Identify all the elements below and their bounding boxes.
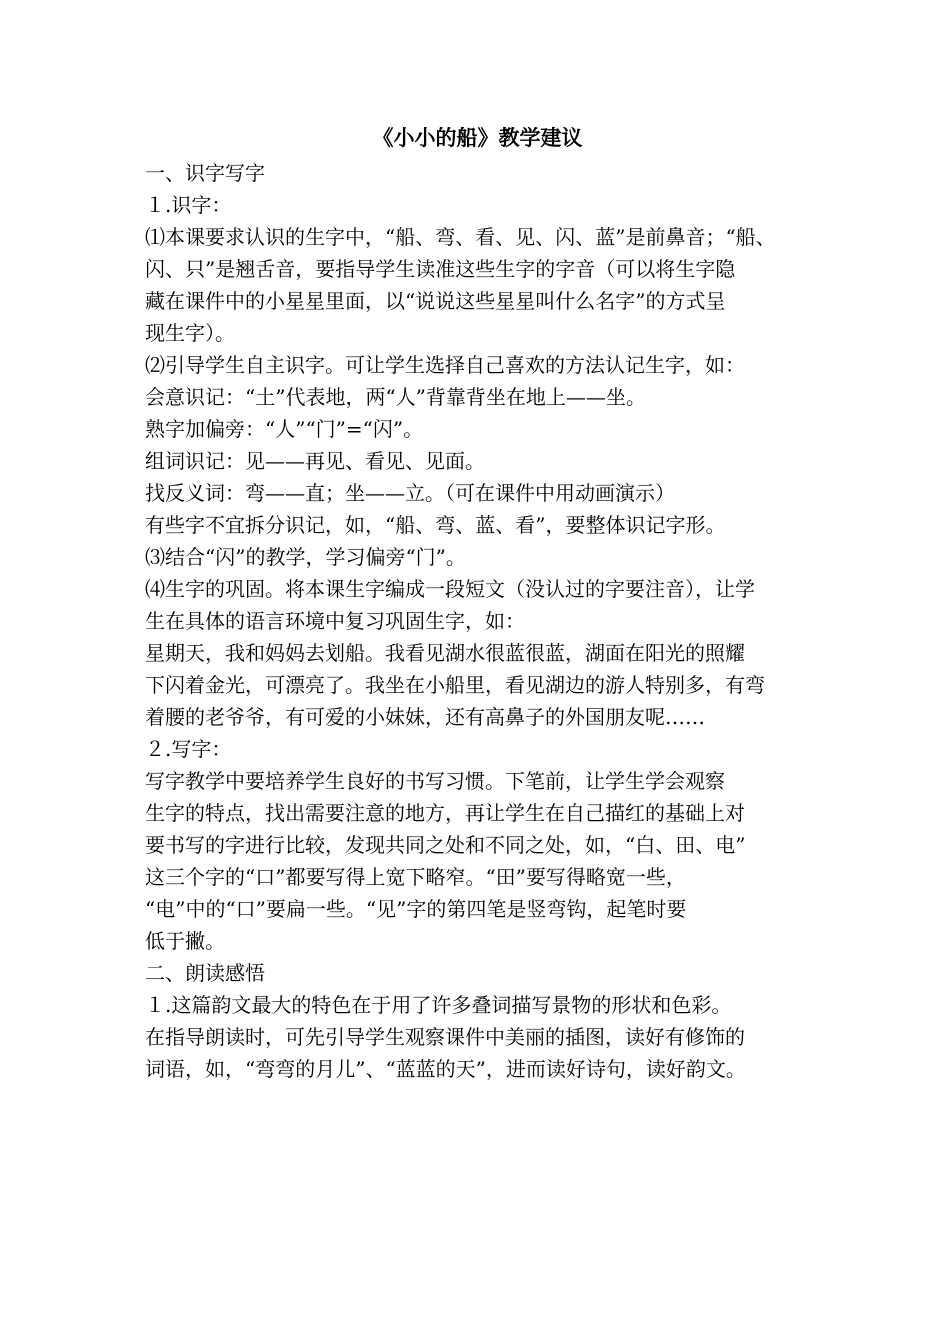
text-line: 一、识字写字 <box>145 161 265 185</box>
text-line: 词语，如，“弯弯的月儿”、“蓝蓝的天”，进而读好诗句，读好韵文。 <box>145 1057 746 1081</box>
text-line: 下闪着金光，可漂亮了。我坐在小船里，看见湖边的游人特别多，有弯 <box>145 673 765 697</box>
text-line: 二、朗读感悟 <box>145 961 265 985</box>
text-line: 着腰的老爷爷，有可爱的小妹妹，还有高鼻子的外国朋友呢…… <box>145 705 705 729</box>
text-line: 现生字）。 <box>145 321 235 345</box>
document-body <box>145 157 810 1085</box>
text-line: 星期天，我和妈妈去划船。我看见湖水很蓝很蓝，湖面在阳光的照耀 <box>145 641 745 665</box>
text-line: 有些字不宜拆分识记，如，“船、弯、蓝、看”，要整体识记字形。 <box>145 513 726 537</box>
text-line: 会意识记：“土”代表地，两“人”背靠背坐在地上——坐。 <box>145 385 646 409</box>
text-line: 熟字加偏旁：“人”“门”=“闪”。 <box>145 417 424 441</box>
text-line: ⑶结合“闪”的教学，学习偏旁“门”。 <box>145 545 466 569</box>
text-line: 生字的特点，找出需要注意的地方，再让学生在自己描红的基础上对 <box>145 801 745 825</box>
text-line: 闪、只”是翘舌音，要指导学生读准这些生字的字音（可以将生字隐 <box>145 257 736 281</box>
text-line: 低于撇。 <box>145 929 225 953</box>
text-line: １.这篇韵文最大的特色在于用了许多叠词描写景物的形状和色彩。 <box>145 993 732 1017</box>
text-line: ⑴本课要求认识的生字中，“船、弯、看、见、闪、蓝”是前鼻音；“船、 <box>145 225 776 249</box>
text-line: ２.写字： <box>145 737 232 761</box>
text-line: １.识字： <box>145 193 232 217</box>
text-line: 藏在课件中的小星星里面，以“说说这些星星叫什么名字”的方式呈 <box>145 289 726 313</box>
text-line: 组词识记：见——再见、看见、见面。 <box>145 449 485 473</box>
text-line: ⑵引导学生自主识字。可让学生选择自己喜欢的方法认记生字，如： <box>145 353 745 377</box>
text-line: 生在具体的语言环境中复习巩固生字，如： <box>145 609 525 633</box>
text-line: ⑷生字的巩固。将本课生字编成一段短文（没认过的字要注音），让学 <box>145 577 755 601</box>
text-line: 在指导朗读时，可先引导学生观察课件中美丽的插图，读好有修饰的 <box>145 1025 745 1049</box>
document-title: 《小小的船》教学建议 <box>372 125 583 150</box>
text-line: “电”中的“口”要扁一些。“见”字的第四笔是竖弯钩，起笔时要 <box>145 897 687 921</box>
text-line: 这三个字的“口”都要写得上宽下略窄。“田”要写得略宽一些， <box>145 865 686 889</box>
text-line: 要书写的字进行比较，发现共同之处和不同之处，如，“白、田、电” <box>145 833 746 857</box>
text-line: 写字教学中要培养学生良好的书写习惯。下笔前，让学生学会观察 <box>145 769 725 793</box>
text-line: 找反义词：弯——直；坐——立。（可在课件中用动画演示） <box>145 481 675 505</box>
